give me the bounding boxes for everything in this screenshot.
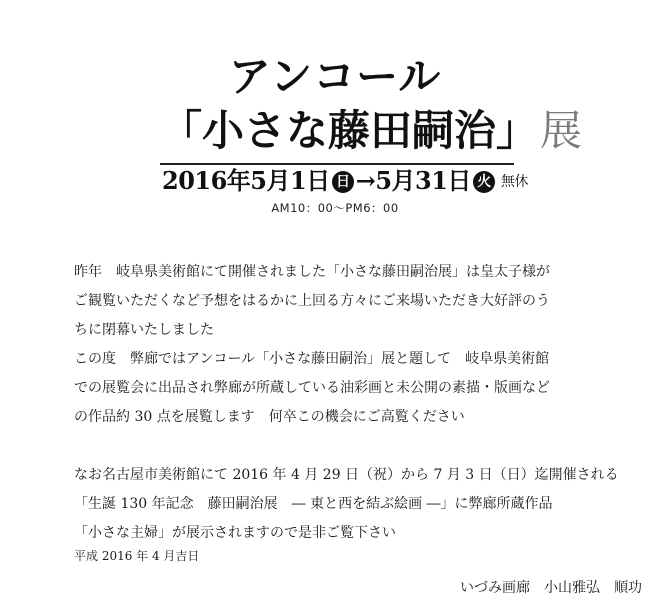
title-encore: アンコール bbox=[228, 52, 442, 101]
body-line: 「生誕 130 年記念 藤田嗣治展 ― 東と西を結ぶ絵画 ―」に弊廊所蔵作品 bbox=[74, 496, 553, 512]
body-line: ちに閉幕いたしました bbox=[74, 322, 214, 338]
body-line: 昨年 岐阜県美術館にて開催されました「小さな藤田嗣治展」は皇太子様が bbox=[74, 264, 550, 280]
closed-days: 無休 bbox=[500, 174, 528, 190]
body-line: この度 弊廊ではアンコール「小さな藤田嗣治」展と題して 岐阜県美術館 bbox=[74, 351, 550, 367]
paragraph-gap bbox=[74, 432, 634, 461]
end-date: 5月31日 bbox=[375, 166, 471, 195]
body-line: 「小さな主婦」が展示されますので是非ご覧下さい bbox=[74, 525, 396, 541]
gallery-signature: いづみ画廊 小山雅弘 順功 bbox=[460, 580, 642, 596]
body-line: での展覧会に出品され弊廊が所蔵している油彩画と未公開の素描・版画など bbox=[74, 380, 550, 396]
end-weekday-badge: 火 bbox=[473, 171, 495, 193]
start-date: 2016年5月1日 bbox=[162, 166, 330, 195]
exhibition-title bbox=[160, 102, 582, 160]
body-line: なお名古屋市美術館にて 2016 年 4 月 29 日（祝）から 7 月 3 日（日）迄開催される bbox=[74, 467, 619, 483]
announcement-body bbox=[74, 258, 634, 548]
body-line: の作品約 30 点を展覧します 何卒この機会にご高覧ください bbox=[74, 409, 465, 425]
body-line: ご観覧いただくなど予想をはるかに上回る方々にご来場いただき大好評のう bbox=[74, 293, 550, 309]
exhibition-title-main: 「小さな藤田嗣治」 bbox=[160, 106, 539, 155]
date-arrow: → bbox=[355, 166, 376, 195]
signoff-date: 平成 2016 年 4 月吉日 bbox=[74, 549, 200, 563]
exhibition-title-suffix: 展 bbox=[540, 106, 583, 155]
start-weekday-badge: 日 bbox=[332, 171, 354, 193]
exhibition-dates bbox=[162, 165, 528, 197]
opening-hours: AM10：00〜PM6：00 bbox=[271, 201, 399, 215]
